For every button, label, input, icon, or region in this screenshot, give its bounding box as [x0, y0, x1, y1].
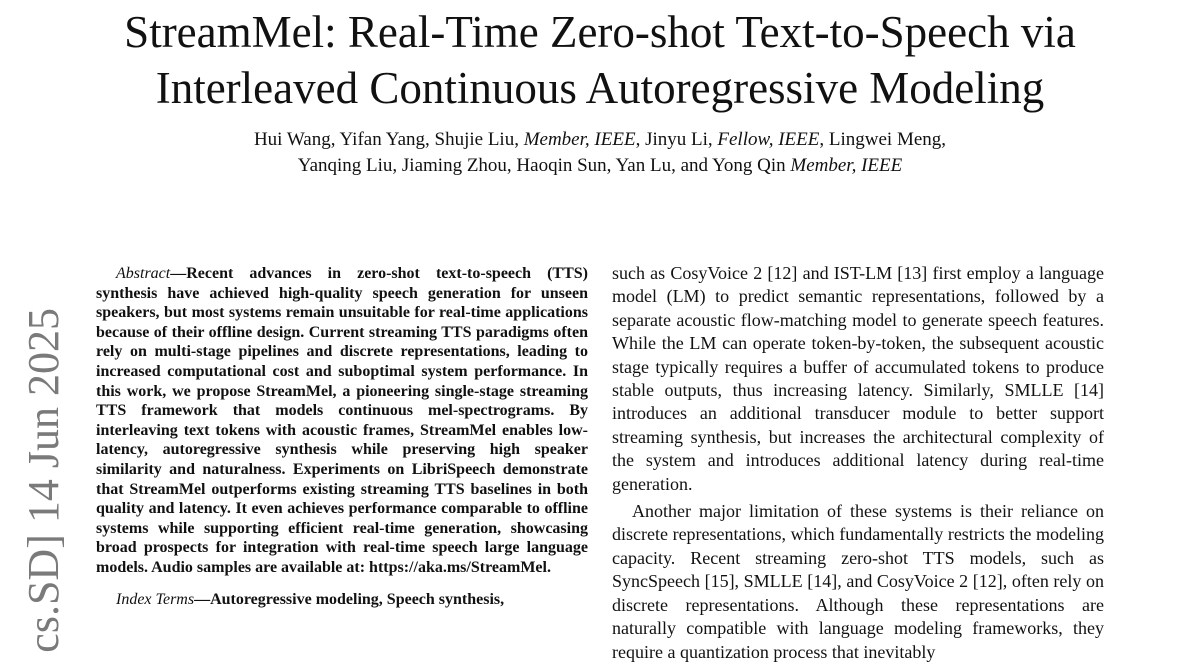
abstract-text: —Recent advances in zero-shot text-to-speech (TTS) synthesis have achieved high-quality speech generation for unseen speakers, but most systems remain unsuitable for real-time applications because of their offline design. Current streaming TTS paradigms often rely on multi-stage pipelines and discrete representations, leading to increased computational cost and suboptimal system performance. In this work, we propose StreamMel, a pioneering single-stage streaming TTS framework that models continuous mel-spectrograms. By interleaving text tokens with acoustic frames, StreamMel enables low-latency, autoregressive synthesis while preserving high speaker similarity and naturalness. Experiments on LibriSpeech demonstrate that StreamMel outperforms existing streaming TTS baselines in both quality and latency. It even achieves performance comparable to offline systems while supporting efficient real-time generation, showcasing broad prospects for integration with real-time speech large language models. Audio samples are available at: https://aka.ms/StreamMel. — [96, 265, 588, 576]
abstract-label: Abstract — [116, 265, 171, 282]
arxiv-side-stamp: cs.SD] 14 Jun 2025 — [19, 308, 68, 653]
body-column-right — [612, 262, 1104, 664]
index-terms-text: —Autoregressive modeling, Speech synthesis, — [194, 590, 505, 608]
paper-title — [60, 4, 1140, 116]
author-affiliation-1: Member, IEEE — [523, 129, 636, 150]
author-names-1: Hui Wang, Yifan Yang, Shujie Liu, — [253, 129, 524, 150]
author-line-2 — [100, 153, 1100, 179]
abstract-paragraph — [96, 264, 588, 578]
index-terms-label: Index Terms — [116, 590, 195, 608]
title-line-2: Interleaved Continuous Autoregressive Modeling — [155, 63, 1045, 113]
author-line-1 — [100, 127, 1100, 153]
author-affiliation-2: Fellow, IEEE — [717, 129, 820, 150]
title-line-1: StreamMel: Real-Time Zero-shot Text-to-Speech via — [124, 7, 1076, 57]
body-paragraph-1: such as CosyVoice 2 [12] and IST-LM [13] first employ a language model (LM) to predict semantic representations, followed by a separate acoustic flow-matching model to generate speech features. While the LM can operate token-by-token, the subsequent acoustic stage typically requires a buffer of accumulated tokens to produce stable outputs, thus increasing latency. Similarly, SMLLE [14] introduces an additional transducer module to better support streaming synthesis, but increases the architectural complexity of the system and introduces additional latency during real-time generation. — [612, 263, 1104, 494]
author-names-3: , Lingwei Meng, — [819, 129, 947, 150]
body-paragraph-2: Another major limitation of these systems is their reliance on discrete representations, which fundamentally restricts the modeling capacity. Recent streaming zero-shot TTS models, such as SyncSpeech [15], SMLLE [14], and CosyVoice 2 [12], often rely on discrete representations. Although these representations are naturally compatible with language modeling frameworks, they require a quantization process that inevitably — [612, 501, 1104, 662]
author-affiliation-3: Member, IEEE — [790, 155, 903, 176]
index-terms-paragraph — [96, 590, 588, 610]
author-names-2: , Jinyu Li, — [635, 129, 718, 150]
abstract-section — [96, 264, 588, 609]
author-names-4: Yanqing Liu, Jiaming Zhou, Haoqin Sun, Yan Lu, and Yong Qin — [297, 155, 791, 176]
author-list — [100, 127, 1100, 179]
